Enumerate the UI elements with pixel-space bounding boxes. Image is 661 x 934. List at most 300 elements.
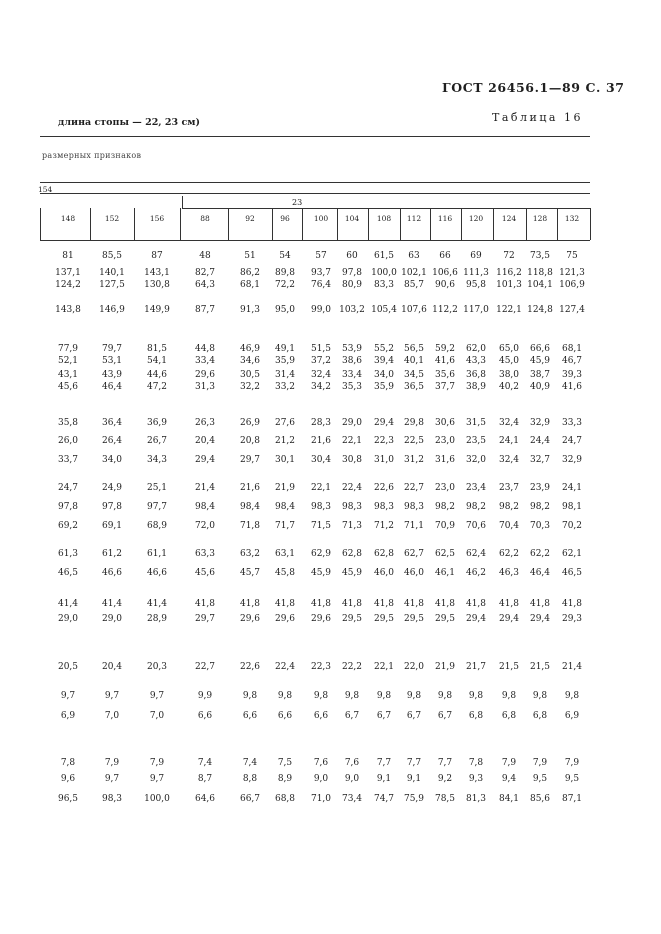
- table-cell: 85,6: [529, 794, 551, 804]
- table-cell: 85,7: [403, 280, 425, 290]
- column-header: 116: [437, 214, 453, 223]
- table-cell: 62,4: [465, 549, 487, 559]
- column-header: 128: [532, 214, 548, 223]
- table-cell: 22,0: [403, 662, 425, 672]
- table-cell: 63,3: [194, 549, 216, 559]
- table-cell: 6,6: [242, 711, 258, 721]
- table-cell: 62,9: [310, 549, 332, 559]
- table-cell: 9,8: [501, 691, 517, 701]
- table-cell: 45,9: [310, 568, 332, 578]
- column-group-label-23: 23: [292, 198, 303, 207]
- table-cell: 54,1: [146, 356, 168, 366]
- column-separator: [430, 208, 431, 240]
- table-cell: 70,6: [465, 521, 487, 531]
- table-cell: 70,3: [529, 521, 551, 531]
- table-cell: 30,4: [310, 455, 332, 465]
- table-cell: 112,2: [432, 305, 458, 315]
- table-cell: 98,3: [341, 502, 363, 512]
- table-cell: 32,2: [239, 382, 261, 392]
- table-cell: 46,5: [561, 568, 583, 578]
- table-cell: 29,4: [465, 614, 487, 624]
- table-cell: 32,4: [310, 370, 332, 380]
- column-label-154: 154: [38, 185, 53, 194]
- table-cell: 24,7: [561, 436, 583, 446]
- rule-group-23: [182, 208, 590, 209]
- table-cell: 36,9: [146, 418, 168, 428]
- table-cell: 25,1: [146, 483, 168, 493]
- table-cell: 76,4: [310, 280, 332, 290]
- table-cell: 127,4: [559, 305, 585, 315]
- table-cell: 45,6: [194, 568, 216, 578]
- table-cell: 54: [279, 251, 291, 261]
- table-cell: 9,5: [564, 774, 580, 784]
- table-cell: 127,5: [99, 280, 125, 290]
- table-cell: 41,8: [274, 599, 296, 609]
- table-cell: 75,9: [403, 794, 425, 804]
- table-cell: 69: [470, 251, 482, 261]
- table-cell: 24,1: [498, 436, 520, 446]
- table-cell: 64,3: [194, 280, 216, 290]
- table-cell: 32,9: [529, 418, 551, 428]
- table-cell: 98,1: [561, 502, 583, 512]
- table-cell: 98,4: [239, 502, 261, 512]
- rule-second: [40, 182, 590, 183]
- table-cell: 29,5: [373, 614, 395, 624]
- table-cell: 9,8: [242, 691, 258, 701]
- table-cell: 21,9: [434, 662, 456, 672]
- table-cell: 29,5: [434, 614, 456, 624]
- table-cell: 34,3: [146, 455, 168, 465]
- column-separator: [90, 208, 91, 240]
- table-cell: 29,0: [101, 614, 123, 624]
- table-cell: 9,4: [501, 774, 517, 784]
- table-cell: 35,9: [373, 382, 395, 392]
- table-cell: 71,1: [403, 521, 425, 531]
- table-cell: 95,8: [465, 280, 487, 290]
- table-cell: 45,0: [498, 356, 520, 366]
- table-cell: 41,8: [465, 599, 487, 609]
- table-cell: 7,7: [376, 758, 392, 768]
- table-cell: 70,9: [434, 521, 456, 531]
- table-cell: 9,7: [60, 691, 76, 701]
- table-cell: 80,9: [341, 280, 363, 290]
- table-cell: 52,1: [57, 356, 79, 366]
- table-cell: 39,4: [373, 356, 395, 366]
- table-cell: 41,4: [101, 599, 123, 609]
- table-cell: 26,4: [101, 436, 123, 446]
- column-header: 156: [149, 214, 165, 223]
- page-header: ГОСТ 26456.1—89 С. 37: [442, 80, 625, 95]
- table-cell: 38,0: [498, 370, 520, 380]
- table-cell: 29,8: [403, 418, 425, 428]
- column-header: 96: [280, 214, 290, 223]
- table-cell: 7,0: [104, 711, 120, 721]
- caption-fragment: размерных признаков: [42, 151, 142, 160]
- table-cell: 69,1: [101, 521, 123, 531]
- table-cell: 124,8: [527, 305, 553, 315]
- table-cell: 28,9: [146, 614, 168, 624]
- table-cell: 87,1: [561, 794, 583, 804]
- table-cell: 41,8: [561, 599, 583, 609]
- table-cell: 30,8: [341, 455, 363, 465]
- table-cell: 29,4: [529, 614, 551, 624]
- table-cell: 73,5: [529, 251, 551, 261]
- table-cell: 66: [439, 251, 451, 261]
- table-cell: 104,1: [527, 280, 553, 290]
- rule-top: [40, 136, 590, 137]
- table-cell: 146,9: [99, 305, 125, 315]
- table-cell: 62,0: [465, 344, 487, 354]
- table-cell: 98,2: [434, 502, 456, 512]
- table-cell: 6,7: [437, 711, 453, 721]
- table-cell: 6,8: [532, 711, 548, 721]
- table-cell: 22,1: [373, 662, 395, 672]
- table-cell: 8,7: [197, 774, 213, 784]
- table-cell: 22,5: [403, 436, 425, 446]
- table-cell: 43,3: [465, 356, 487, 366]
- table-cell: 37,7: [434, 382, 456, 392]
- table-cell: 46,6: [101, 568, 123, 578]
- table-cell: 7,6: [313, 758, 329, 768]
- table-cell: 21,7: [465, 662, 487, 672]
- table-cell: 106,6: [432, 268, 458, 278]
- table-cell: 31,5: [465, 418, 487, 428]
- table-cell: 46,5: [57, 568, 79, 578]
- table-cell: 98,4: [274, 502, 296, 512]
- table-cell: 62,1: [561, 549, 583, 559]
- table-cell: 22,3: [373, 436, 395, 446]
- table-cell: 37,2: [310, 356, 332, 366]
- table-cell: 7,7: [437, 758, 453, 768]
- table-cell: 24,1: [561, 483, 583, 493]
- table-cell: 41,8: [341, 599, 363, 609]
- table-cell: 26,9: [239, 418, 261, 428]
- table-cell: 31,6: [434, 455, 456, 465]
- table-cell: 41,8: [498, 599, 520, 609]
- table-cell: 87,7: [194, 305, 216, 315]
- table-cell: 101,3: [496, 280, 522, 290]
- table-cell: 68,9: [146, 521, 168, 531]
- table-cell: 29,4: [373, 418, 395, 428]
- table-cell: 45,6: [57, 382, 79, 392]
- table-cell: 149,9: [144, 305, 170, 315]
- table-cell: 46,0: [373, 568, 395, 578]
- table-cell: 9,1: [406, 774, 422, 784]
- table-cell: 77,9: [57, 344, 79, 354]
- table-cell: 51,5: [310, 344, 332, 354]
- table-cell: 32,4: [498, 418, 520, 428]
- table-cell: 34,2: [310, 382, 332, 392]
- table-cell: 21,5: [529, 662, 551, 672]
- table-cell: 29,5: [403, 614, 425, 624]
- table-cell: 35,6: [434, 370, 456, 380]
- table-cell: 98,3: [310, 502, 332, 512]
- table-cell: 40,9: [529, 382, 551, 392]
- table-cell: 74,7: [373, 794, 395, 804]
- table-cell: 81: [62, 251, 74, 261]
- table-cell: 41,8: [373, 599, 395, 609]
- column-separator: [557, 208, 558, 240]
- table-cell: 122,1: [496, 305, 522, 315]
- table-cell: 98,3: [101, 794, 123, 804]
- table-cell: 71,3: [341, 521, 363, 531]
- table-cell: 22,3: [310, 662, 332, 672]
- table-cell: 98,4: [194, 502, 216, 512]
- table-cell: 22,4: [274, 662, 296, 672]
- table-cell: 9,7: [104, 691, 120, 701]
- table-cell: 59,2: [434, 344, 456, 354]
- table-cell: 89,8: [274, 268, 296, 278]
- table-cell: 23,4: [465, 483, 487, 493]
- title-fragment: длина стопы — 22, 23 см): [58, 117, 200, 128]
- table-cell: 29,7: [194, 614, 216, 624]
- column-separator: [272, 208, 273, 240]
- table-cell: 9,8: [532, 691, 548, 701]
- group-divider: [182, 196, 183, 208]
- rule-third: [40, 193, 590, 194]
- table-cell: 46,1: [434, 568, 456, 578]
- table-cell: 53,9: [341, 344, 363, 354]
- column-separator: [400, 208, 401, 240]
- table-cell: 71,2: [373, 521, 395, 531]
- table-cell: 81,3: [465, 794, 487, 804]
- table-cell: 22,7: [403, 483, 425, 493]
- table-cell: 71,7: [274, 521, 296, 531]
- table-cell: 7,7: [406, 758, 422, 768]
- table-cell: 23,0: [434, 436, 456, 446]
- table-cell: 34,6: [239, 356, 261, 366]
- table-cell: 7,9: [104, 758, 120, 768]
- table-cell: 31,3: [194, 382, 216, 392]
- table-cell: 6,6: [313, 711, 329, 721]
- table-cell: 9,1: [376, 774, 392, 784]
- table-cell: 41,8: [529, 599, 551, 609]
- table-cell: 28,3: [310, 418, 332, 428]
- table-cell: 81,5: [146, 344, 168, 354]
- table-cell: 26,7: [146, 436, 168, 446]
- table-cell: 95,0: [274, 305, 296, 315]
- table-cell: 9,8: [437, 691, 453, 701]
- table-cell: 61,1: [146, 549, 168, 559]
- table-cell: 7,4: [197, 758, 213, 768]
- table-cell: 38,6: [341, 356, 363, 366]
- table-cell: 24,9: [101, 483, 123, 493]
- table-cell: 29,6: [274, 614, 296, 624]
- table-cell: 9,8: [376, 691, 392, 701]
- table-cell: 21,6: [310, 436, 332, 446]
- table-cell: 35,3: [341, 382, 363, 392]
- table-cell: 22,6: [373, 483, 395, 493]
- table-cell: 61,3: [57, 549, 79, 559]
- table-cell: 84,1: [498, 794, 520, 804]
- table-cell: 7,4: [242, 758, 258, 768]
- table-cell: 71,0: [310, 794, 332, 804]
- table-cell: 21,4: [194, 483, 216, 493]
- table-cell: 91,3: [239, 305, 261, 315]
- table-cell: 107,6: [401, 305, 427, 315]
- table-cell: 62,2: [529, 549, 551, 559]
- table-cell: 29,0: [57, 614, 79, 624]
- table-cell: 63,1: [274, 549, 296, 559]
- table-cell: 31,0: [373, 455, 395, 465]
- table-cell: 98,3: [403, 502, 425, 512]
- table-cell: 116,2: [496, 268, 522, 278]
- table-cell: 90,6: [434, 280, 456, 290]
- table-cell: 32,9: [561, 455, 583, 465]
- table-cell: 46,3: [498, 568, 520, 578]
- table-cell: 63: [408, 251, 420, 261]
- table-cell: 33,4: [194, 356, 216, 366]
- table-cell: 24,4: [529, 436, 551, 446]
- table-cell: 100,0: [144, 794, 170, 804]
- table-cell: 34,5: [403, 370, 425, 380]
- table-cell: 69,2: [57, 521, 79, 531]
- table-cell: 72,2: [274, 280, 296, 290]
- table-cell: 97,8: [101, 502, 123, 512]
- table-cell: 62,5: [434, 549, 456, 559]
- table-cell: 29,6: [239, 614, 261, 624]
- table-cell: 9,7: [149, 774, 165, 784]
- table-cell: 72,0: [194, 521, 216, 531]
- column-header: 152: [104, 214, 120, 223]
- table-cell: 22,1: [310, 483, 332, 493]
- table-cell: 86,2: [239, 268, 261, 278]
- table-cell: 32,0: [465, 455, 487, 465]
- table-cell: 32,7: [529, 455, 551, 465]
- table-cell: 7,9: [532, 758, 548, 768]
- table-cell: 68,1: [239, 280, 261, 290]
- table-cell: 20,4: [101, 662, 123, 672]
- table-cell: 38,9: [465, 382, 487, 392]
- column-header: 92: [245, 214, 255, 223]
- table-cell: 29,6: [310, 614, 332, 624]
- table-cell: 9,5: [532, 774, 548, 784]
- table-cell: 98,2: [465, 502, 487, 512]
- table-cell: 46,9: [239, 344, 261, 354]
- table-cell: 7,8: [468, 758, 484, 768]
- table-cell: 29,4: [194, 455, 216, 465]
- table-cell: 20,5: [57, 662, 79, 672]
- table-cell: 45,7: [239, 568, 261, 578]
- table-cell: 9,6: [60, 774, 76, 784]
- column-separator: [40, 208, 41, 240]
- table-cell: 105,4: [371, 305, 397, 315]
- table-cell: 41,8: [434, 599, 456, 609]
- table-cell: 85,5: [101, 251, 123, 261]
- table-cell: 9,0: [313, 774, 329, 784]
- table-cell: 62,7: [403, 549, 425, 559]
- table-cell: 66,6: [529, 344, 551, 354]
- table-cell: 31,4: [274, 370, 296, 380]
- column-separator: [590, 208, 591, 240]
- table-cell: 41,8: [403, 599, 425, 609]
- table-cell: 30,6: [434, 418, 456, 428]
- table-cell: 22,1: [341, 436, 363, 446]
- table-cell: 22,7: [194, 662, 216, 672]
- table-cell: 6,8: [468, 711, 484, 721]
- column-header: 100: [313, 214, 329, 223]
- table-cell: 111,3: [463, 268, 489, 278]
- table-cell: 35,9: [274, 356, 296, 366]
- table-cell: 75: [566, 251, 578, 261]
- column-header: 88: [200, 214, 210, 223]
- table-cell: 45,9: [529, 356, 551, 366]
- table-cell: 41,8: [239, 599, 261, 609]
- column-header: 108: [376, 214, 392, 223]
- table-cell: 21,2: [274, 436, 296, 446]
- table-cell: 47,2: [146, 382, 168, 392]
- table-cell: 9,9: [197, 691, 213, 701]
- table-cell: 46,4: [529, 568, 551, 578]
- table-cell: 27,6: [274, 418, 296, 428]
- table-cell: 99,0: [310, 305, 332, 315]
- column-separator: [337, 208, 338, 240]
- table-cell: 7,6: [344, 758, 360, 768]
- table-cell: 9,8: [313, 691, 329, 701]
- table-cell: 71,8: [239, 521, 261, 531]
- table-cell: 98,2: [529, 502, 551, 512]
- table-cell: 140,1: [99, 268, 125, 278]
- table-cell: 26,3: [194, 418, 216, 428]
- table-cell: 21,5: [498, 662, 520, 672]
- table-cell: 20,3: [146, 662, 168, 672]
- table-cell: 97,8: [341, 268, 363, 278]
- table-cell: 117,0: [463, 305, 489, 315]
- table-cell: 9,8: [277, 691, 293, 701]
- table-cell: 33,3: [561, 418, 583, 428]
- column-header: 104: [344, 214, 360, 223]
- table-cell: 121,3: [559, 268, 585, 278]
- table-cell: 143,1: [144, 268, 170, 278]
- table-cell: 6,8: [501, 711, 517, 721]
- table-cell: 46,4: [101, 382, 123, 392]
- table-cell: 6,9: [60, 711, 76, 721]
- table-label: Таблица 16: [492, 111, 583, 124]
- table-cell: 38,7: [529, 370, 551, 380]
- table-cell: 36,8: [465, 370, 487, 380]
- table-cell: 34,0: [101, 455, 123, 465]
- table-cell: 33,4: [341, 370, 363, 380]
- table-cell: 93,7: [310, 268, 332, 278]
- table-cell: 46,7: [561, 356, 583, 366]
- table-cell: 130,8: [144, 280, 170, 290]
- table-cell: 68,8: [274, 794, 296, 804]
- table-cell: 29,4: [498, 614, 520, 624]
- table-cell: 20,8: [239, 436, 261, 446]
- table-cell: 7,9: [501, 758, 517, 768]
- table-cell: 41,8: [310, 599, 332, 609]
- table-cell: 9,7: [149, 691, 165, 701]
- table-cell: 7,8: [60, 758, 76, 768]
- table-cell: 61,5: [373, 251, 395, 261]
- table-cell: 40,1: [403, 356, 425, 366]
- table-cell: 124,2: [55, 280, 81, 290]
- table-cell: 32,4: [498, 455, 520, 465]
- table-cell: 97,8: [57, 502, 79, 512]
- table-cell: 26,0: [57, 436, 79, 446]
- table-cell: 9,3: [468, 774, 484, 784]
- table-cell: 55,2: [373, 344, 395, 354]
- table-cell: 64,6: [194, 794, 216, 804]
- table-cell: 7,9: [149, 758, 165, 768]
- table-cell: 22,6: [239, 662, 261, 672]
- table-cell: 30,1: [274, 455, 296, 465]
- column-separator: [134, 208, 135, 240]
- column-separator: [526, 208, 527, 240]
- table-cell: 57: [315, 251, 327, 261]
- table-cell: 66,7: [239, 794, 261, 804]
- table-cell: 22,2: [341, 662, 363, 672]
